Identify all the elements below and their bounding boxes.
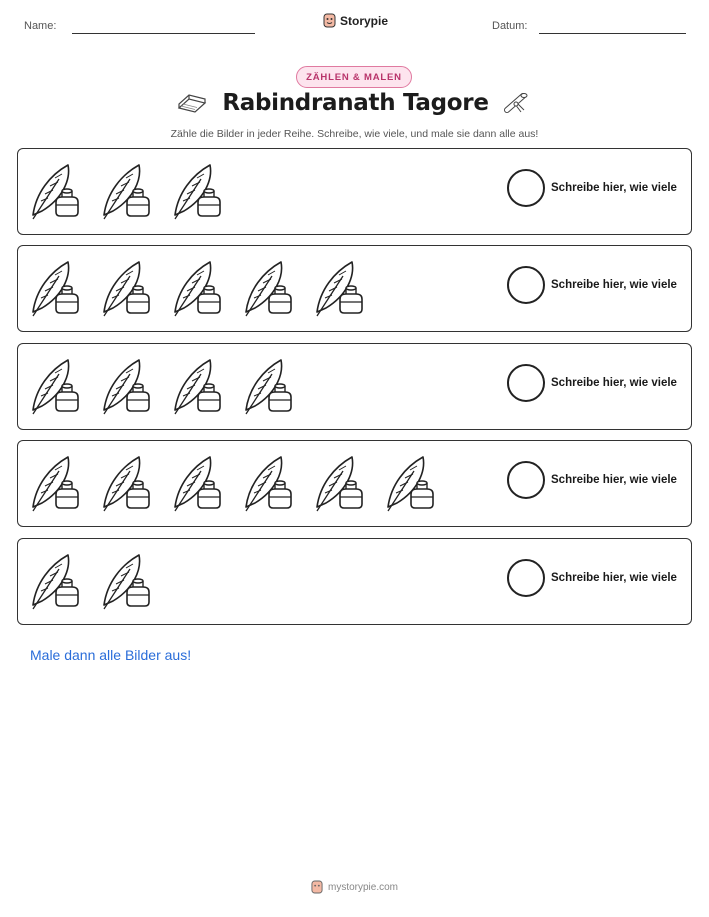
quill-inkwell-icon[interactable] [241, 254, 301, 324]
answer-circle[interactable] [507, 559, 545, 597]
footer [0, 880, 709, 894]
quill-inkwell-icon[interactable] [170, 449, 230, 519]
quill-inkwell-icon[interactable] [170, 352, 230, 422]
quill-inkwell-icon[interactable] [170, 254, 230, 324]
instructions-subtitle: Zähle die Bilder in jeder Reihe. Schreibe, wie viele, und male sie dann alle aus! [170, 128, 539, 140]
quill-inkwell-icon[interactable] [28, 157, 88, 227]
answer-label: Schreibe hier, wie viele [551, 474, 677, 486]
answer-circle[interactable] [507, 461, 545, 499]
quill-inkwell-icon[interactable] [99, 547, 159, 617]
answer-circle[interactable] [507, 169, 545, 207]
quill-inkwell-icon[interactable] [28, 352, 88, 422]
quill-inkwell-icon[interactable] [99, 352, 159, 422]
answer-label: Schreibe hier, wie viele [551, 182, 677, 194]
storypie-mascot-icon [323, 13, 336, 28]
answer-circle[interactable] [507, 364, 545, 402]
counting-row [17, 538, 692, 625]
date-line[interactable] [539, 33, 686, 34]
counting-row [17, 343, 692, 430]
quill-inkwell-icon[interactable] [28, 449, 88, 519]
answer-label: Schreibe hier, wie viele [551, 279, 677, 291]
quill-inkwell-icon[interactable] [241, 352, 301, 422]
brand-name: Storypie [340, 13, 389, 28]
quill-inkwell-icon[interactable] [241, 449, 301, 519]
scroll-icon [503, 90, 533, 116]
quill-inkwell-icon[interactable] [28, 254, 88, 324]
quill-inkwell-icon[interactable] [99, 449, 159, 519]
answer-label: Schreibe hier, wie viele [551, 377, 677, 389]
name-label: Name: [24, 20, 57, 32]
counting-row [17, 440, 692, 527]
quill-inkwell-icon[interactable] [99, 157, 159, 227]
answer-label: Schreibe hier, wie viele [551, 572, 677, 584]
storypie-mascot-icon [311, 880, 323, 894]
counting-row [17, 148, 692, 235]
quill-inkwell-icon[interactable] [383, 449, 443, 519]
quill-inkwell-icon[interactable] [312, 449, 372, 519]
quill-inkwell-icon[interactable] [312, 254, 372, 324]
date-label: Datum: [492, 20, 528, 32]
name-line[interactable] [72, 33, 255, 34]
quill-inkwell-icon[interactable] [99, 254, 159, 324]
book-icon [176, 91, 208, 115]
quill-inkwell-icon[interactable] [28, 547, 88, 617]
answer-circle[interactable] [507, 266, 545, 304]
brand-logo [323, 13, 388, 28]
category-badge: ZÄHLEN & MALEN [296, 66, 412, 88]
page-title: Rabindranath Tagore [222, 90, 489, 116]
footer-url[interactable]: mystorypie.com [327, 881, 398, 893]
coloring-instruction: Male dann alle Bilder aus! [30, 647, 192, 663]
counting-row [17, 245, 692, 332]
quill-inkwell-icon[interactable] [170, 157, 230, 227]
